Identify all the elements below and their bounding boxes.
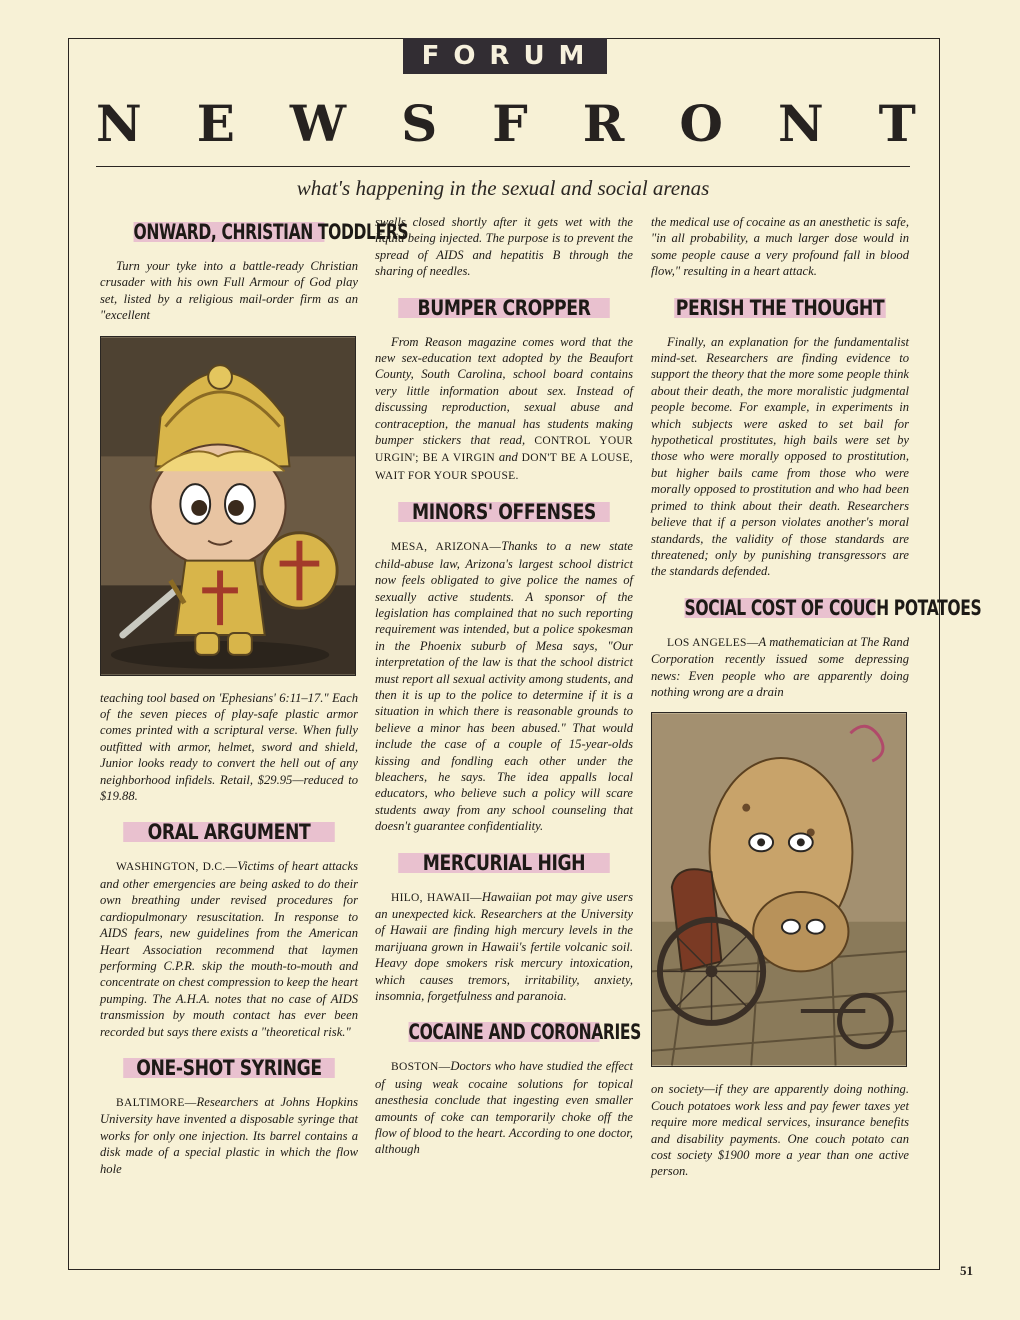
dateline: LOS ANGELES— <box>667 636 759 649</box>
title-letter: N <box>777 93 824 153</box>
bumper-sticker-text: CONTROL YOUR URGIN'; BE A VIRGIN <box>375 435 634 465</box>
newsfront-title <box>96 92 916 154</box>
title-letter: O <box>679 93 723 153</box>
headline-bumper-cropper: BUMPER CROPPER <box>398 292 610 324</box>
headline-cocaine-and-coronaries: COCAINE AND CORONARIES <box>409 1016 600 1048</box>
column-3 <box>651 214 982 1192</box>
headline-onward-christian-toddlers: ONWARD, CHRISTIAN TODDLERS <box>134 216 325 248</box>
article-text: Victims of heart attacks and other emergencies are being asked to do their own breathing under revised procedures for cardiopulmonary resuscitation. In response to AIDS fears, new guidelines from the American Heart Association recommend that laymen performing C.P.R. skip the mouth-to-mouth and concentrate on chest compression to keep the heart pumping. The A.H.A. notes that no case of AIDS transmission by mouth contact has ever been recorded but says there exists a "theoretical risk." <box>100 859 358 1039</box>
dateline: MESA, ARIZONA— <box>391 541 502 554</box>
column-1 <box>100 214 409 1189</box>
article-text: the medical use of cocaine as an anesthetic is safe, "in all probability, a much larger dose would in some people cause a very profound fall in blood flow," resulting in a heart attack. <box>651 215 909 279</box>
title-letter: F <box>492 93 528 153</box>
article-text: A mathematician at The Rand Corporation recently issued some depressing news: Even people who are apparently doing nothing wrong are a drain <box>651 634 909 699</box>
dateline: WASHINGTON, D.C.— <box>116 861 238 874</box>
headline-perish-the-thought: PERISH THE THOUGHT <box>674 292 886 324</box>
title-letter: E <box>196 93 235 153</box>
page-number: 51 <box>960 1263 973 1278</box>
headline-minors-offenses: MINORS' OFFENSES <box>398 496 610 528</box>
headline-oral-argument: ORAL ARGUMENT <box>123 816 335 848</box>
armored-toddler-illustration <box>100 336 356 676</box>
article-text: Hawaiian pot may give users an unexpected kick. Researchers at the University of Hawaii are finding high mercury levels in the marijuana grown in Hawaii's fertile volcanic soil. Heavy dope smokers risk mercury intoxication, which causes tremors, irritability, anxiety, insomnia, forgetfulness and paranoia. <box>375 889 633 1004</box>
article-text: Researchers at Johns Hopkins University have invented a disposable syringe that works for only one injection. Its barrel contains a disk made of a special plastic in which the flow hole <box>100 1094 358 1176</box>
title-letter: R <box>582 93 625 153</box>
article-text: Turn your tyke into a battle-ready Christian crusader with his own Full Armour of God play set, listed by a religious mail-order firm as an "excellent <box>100 259 358 323</box>
article-text: teaching tool based on 'Ephesians' 6:11–17." Each of the seven pieces of play-safe plastic armor comes printed with a scriptural verse. When fully outfitted with armor, helmet, sword and shield, Junior looks ready to convert the hell out of any neighborhood infidels. Retail, $29.95—reduced to $19.88. <box>100 690 358 804</box>
dateline: BOSTON— <box>391 1061 451 1074</box>
article-text: Doctors who have studied the effect of using weak cocaine solutions for topical anesthesia conclude that ingesting even smaller amounts of coke can temporarily choke off the flow of blood to the heart. According to one doctor, although <box>375 1059 633 1157</box>
title-letter: S <box>401 93 438 153</box>
headline-mercurial-high: MERCURIAL HIGH <box>398 847 610 879</box>
forum-banner: FORUM <box>403 38 607 74</box>
headline-one-shot-syringe: ONE-SHOT SYRINGE <box>123 1052 335 1084</box>
bumper-sticker-text: DON'T BE A LOUSE, WAIT FOR YOUR SPOUSE. <box>375 452 633 482</box>
article-text: Finally, an explanation for the fundamentalist mind-set. Researchers are finding evidence to support the theory that the more some people think about their death, the more moralistic judgmental people become. For example, in experiments in which subjects were asked to set bail for hypothetical prostitutes, high bails were set by those who were morally opposed to prostitution, but higher bails came from those who were morally opposed to prostitution and who had been primed to think about their death. Researchers believe that if a person violates another's moral standards, the validity of those standards are threatened; only by punishing transgressors are the standards defended. <box>651 334 909 579</box>
subtitle: what's happening in the sexual and social arenas <box>296 176 710 200</box>
header-rule <box>96 166 910 167</box>
article-text: swells closed shortly after it gets wet with the liquid being injected. The purpose is to prevent the spread of AIDS and hepatitis B through the sharing of needles. <box>375 215 633 279</box>
dateline: HILO, HAWAII— <box>391 891 482 904</box>
title-letter: W <box>289 93 347 153</box>
article-text: and <box>498 450 518 465</box>
headline-social-cost-of-couch-potatoes: SOCIAL COST OF COUCH POTATOES <box>685 592 876 624</box>
title-letter: N <box>96 93 142 153</box>
couch-potato-wheelchair-illustration <box>651 712 907 1067</box>
column-2 <box>375 214 641 1170</box>
article-text: on society—if they are apparently doing nothing. Couch potatoes work less and pay fewer taxes yet require more medical services, insurance benefits and disability payments. One couch potato can cost society $1900 more a year than one active person. <box>651 1082 909 1179</box>
dateline: BALTIMORE— <box>116 1096 197 1109</box>
article-text: From Reason magazine comes word that the new sex-education text adopted by the Beaufort County, South Carolina, school board contains very little information about sex. Instead of discussing reproduction, sexual abuse and contraception, the manual has students making bumper stickers that read, <box>375 334 633 448</box>
article-text: Thanks to a new state child-abuse law, Arizona's largest school district now feels obligated to give police the names of sexually active students. A sponsor of the legislation has complained that no such reporting requirement was intended, but a police spokesman in the Phoenix suburb of Mesa says, "Our interpretation of the law is that the school district must report all sexual activity among students, and then it is up to the police to determine if it is a situation in which there is reasonable grounds to believe a minor has been abused." That would include the case of a couple of 15-year-olds kissing and fondling each other under the bleachers, he says. The idea appalls local educators, who believe such a policy will scare students away from any school counseling that doesn't guarantee confidentiality. <box>375 539 633 834</box>
title-letter: T <box>878 93 916 153</box>
